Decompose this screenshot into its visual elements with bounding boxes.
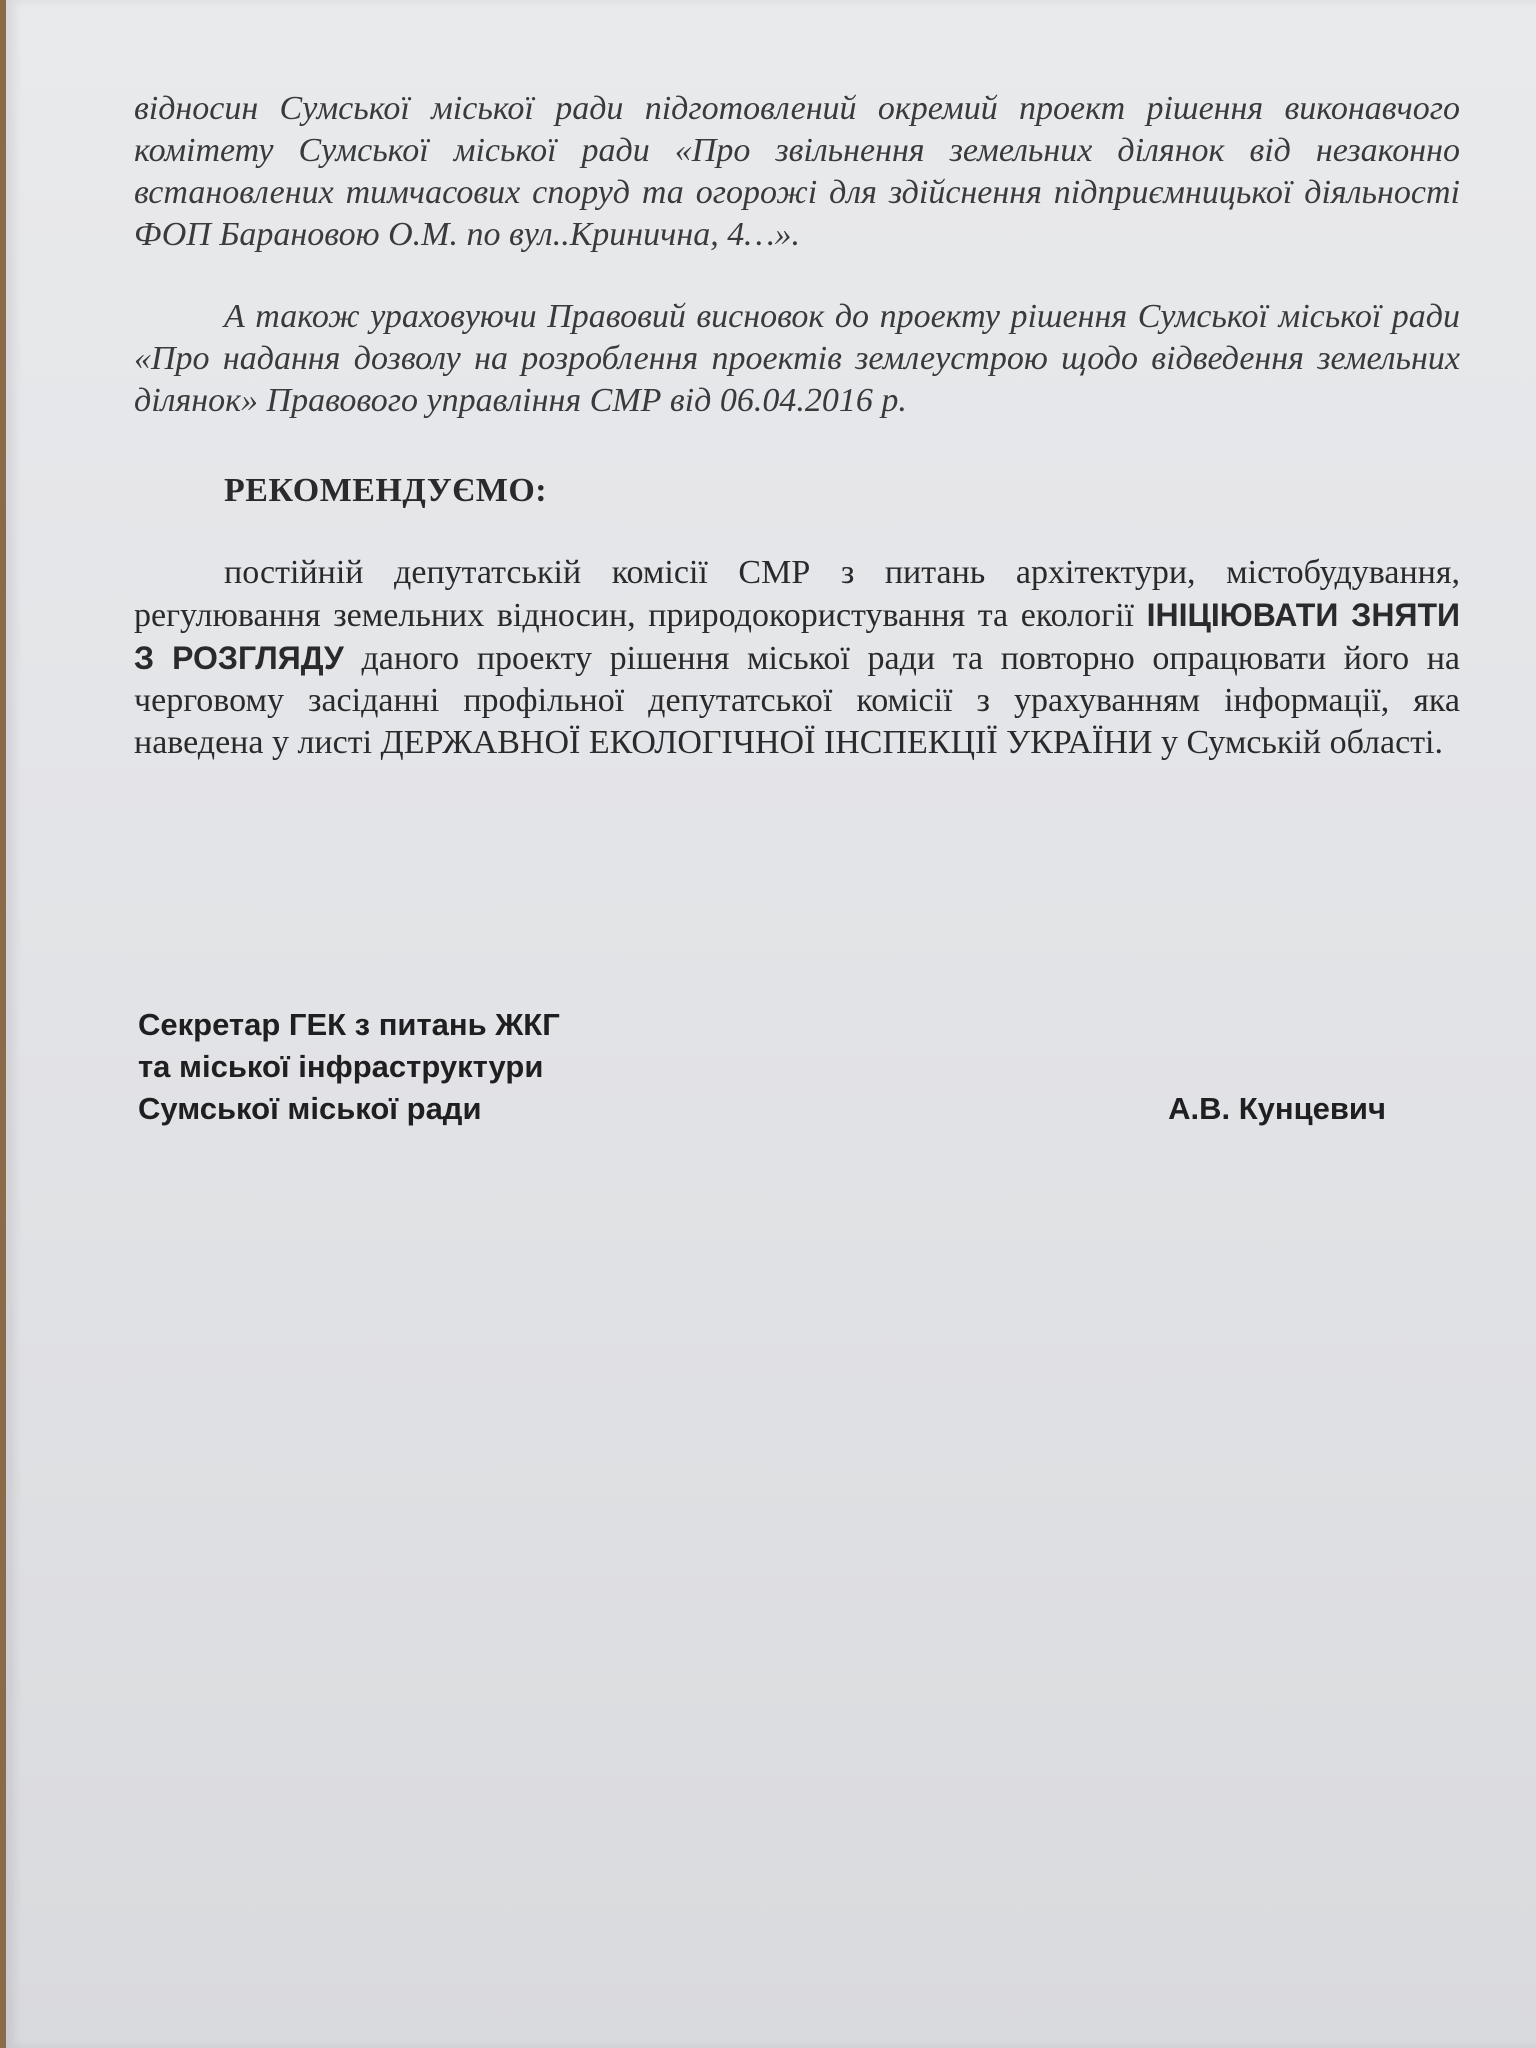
signatory-name: А.В. Кунцевич (1168, 1091, 1386, 1126)
paragraph-recommendation (134, 552, 1460, 764)
recommend-heading: РЕКОМЕНДУЄМО: (224, 472, 548, 509)
recommendation-text-part1: постійній депутатській комісії СМР з питань архітектури, містобудування, регулювання земельних відносин, природокористування та екології (134, 554, 1460, 634)
signature-title-line3: Сумської міської ради (138, 1091, 482, 1126)
signature-title-line1: Секретар ГЕК з питань ЖКГ (138, 1007, 560, 1042)
paragraph-context: відносин Сумської міської ради підготовлений окремий проект рішення виконавчого комітету Сумської міської ради «Про звільнення земельних ділянок від незаконно встановлених тимчасових споруд та огорожі для здійснення підприємницької діяльності ФОП Барановою О.М. по вул..Кринична, 4…». (134, 90, 1460, 253)
document-page (6, 0, 1536, 2048)
signature-block (138, 1004, 1438, 1130)
signature-title-line2: та міської інфраструктури (138, 1049, 544, 1084)
recommendation-text-part2: даного проекту рішення міської ради та повторно опрацювати його на черговому засіданні профільної депутатської комісії з урахуванням інформації, яка наведена у листі ДЕРЖАВНОЇ ЕКОЛОГІЧНОЇ ІНСПЕКЦІЇ УКРАЇНИ у Сумській області. (134, 640, 1461, 761)
recommendation-bold-action: ІНІЦІЮВАТИ ЗНЯТИ З РОЗГЛЯДУ (134, 597, 1461, 676)
document-body (134, 88, 1460, 764)
paragraph-legal-conclusion: А також ураховуючи Правовий висновок до проекту рішення Сумської міської ради «Про надання дозволу на розроблення проектів землеустрою щодо відведення земельних ділянок» Правового управління СМР від 06.04.2016 р. (134, 298, 1460, 419)
